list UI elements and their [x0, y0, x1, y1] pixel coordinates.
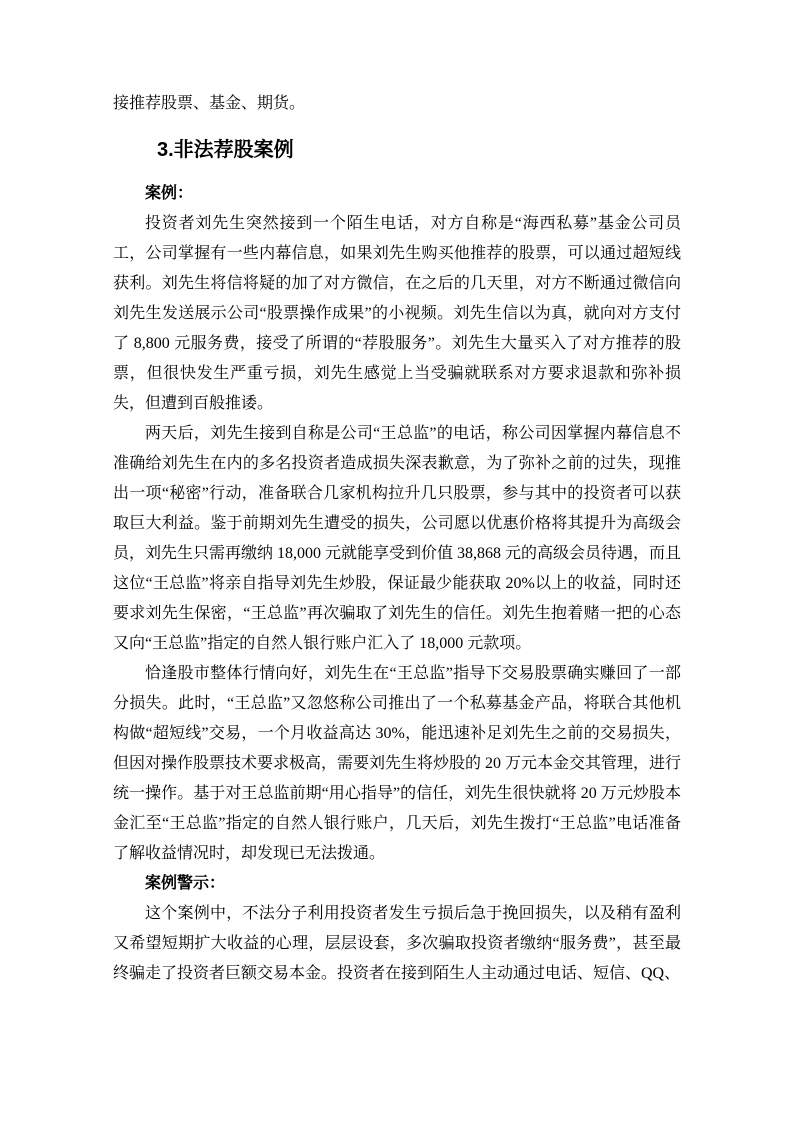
section-heading: 3.非法荐股案例 — [157, 139, 294, 161]
case-paragraph-1: 投资者刘先生突然接到一个陌生电话，对方自称是“海西私募”基金公司员工，公司掌握有一些内幕信息，如果刘先生购买他推荐的股票，可以通过超短线获利。刘先生将信将疑的加了对方微信，在之后的几天里，对方不断通过微信向刘先生发送展示公司“股票操作成果”的小视频。刘先生信以为真，就向对方支付了 8,800 元服务费，接受了所谓的“荐股服务”。刘先生大量买入了对方推荐的股票，但很快发生严重亏损，刘先生感觉上当受骗就联系对方要求退款和弥补损失，但遭到百般推诿。 — [113, 215, 681, 412]
page-content — [113, 89, 681, 989]
case-label: 案例： — [145, 185, 194, 202]
intro-continuation-line: 接推荐股票、基金、期货。 — [113, 95, 306, 112]
warning-label: 案例警示： — [145, 875, 226, 892]
warning-paragraph: 这个案例中，不法分子利用投资者发生亏损后急于挽回损失，以及稍有盈利又希望短期扩大收益的心理，层层设套，多次骗取投资者缴纳“服务费”，甚至最终骗走了投资者巨额交易本金。投资者在接到陌生人主动通过电话、短信、QQ、 — [113, 905, 681, 982]
case-paragraph-3: 恰逢股市整体行情向好，刘先生在“王总监”指导下交易股票确实赚回了一部分损失。此时，“王总监”又忽悠称公司推出了一个私募基金产品，将联合其他机构做“超短线”交易，一个月收益高达 30%，能迅速补足刘先生之前的交易损失，但因对操作股票技术要求极高，需要刘先生将炒股的 20 万元本金交其管理，进行统一操作。基于对王总监前期“用心指导”的信任，刘先生很快就将 20 万元炒股本金汇至“王总监”指定的自然人银行账户，几天后，刘先生拨打“王总监”电话准备了解收益情况时，却发现已无法拨通。 — [113, 665, 682, 862]
case-paragraph-2: 两天后，刘先生接到自称是公司“王总监”的电话，称公司因掌握内幕信息不准确给刘先生在内的多名投资者造成损失深表歉意，为了弥补之前的过失，现推出一项“秘密”行动，准备联合几家机构拉升几只股票，参与其中的投资者可以获取巨大利益。鉴于前期刘先生遭受的损失，公司愿以优惠价格将其提升为高级会员，刘先生只需再缴纳 18,000 元就能享受到价值 38,868 元的高级会员待遇，而且这位“王总监”将亲自指导刘先生炒股，保证最少能获取 20%以上的收益，同时还要求刘先生保密，“王总监”再次骗取了刘先生的信任。刘先生抱着赌一把的心态又向“王总监”指定的自然人银行账户汇入了 18,000 元款项。 — [113, 425, 682, 652]
